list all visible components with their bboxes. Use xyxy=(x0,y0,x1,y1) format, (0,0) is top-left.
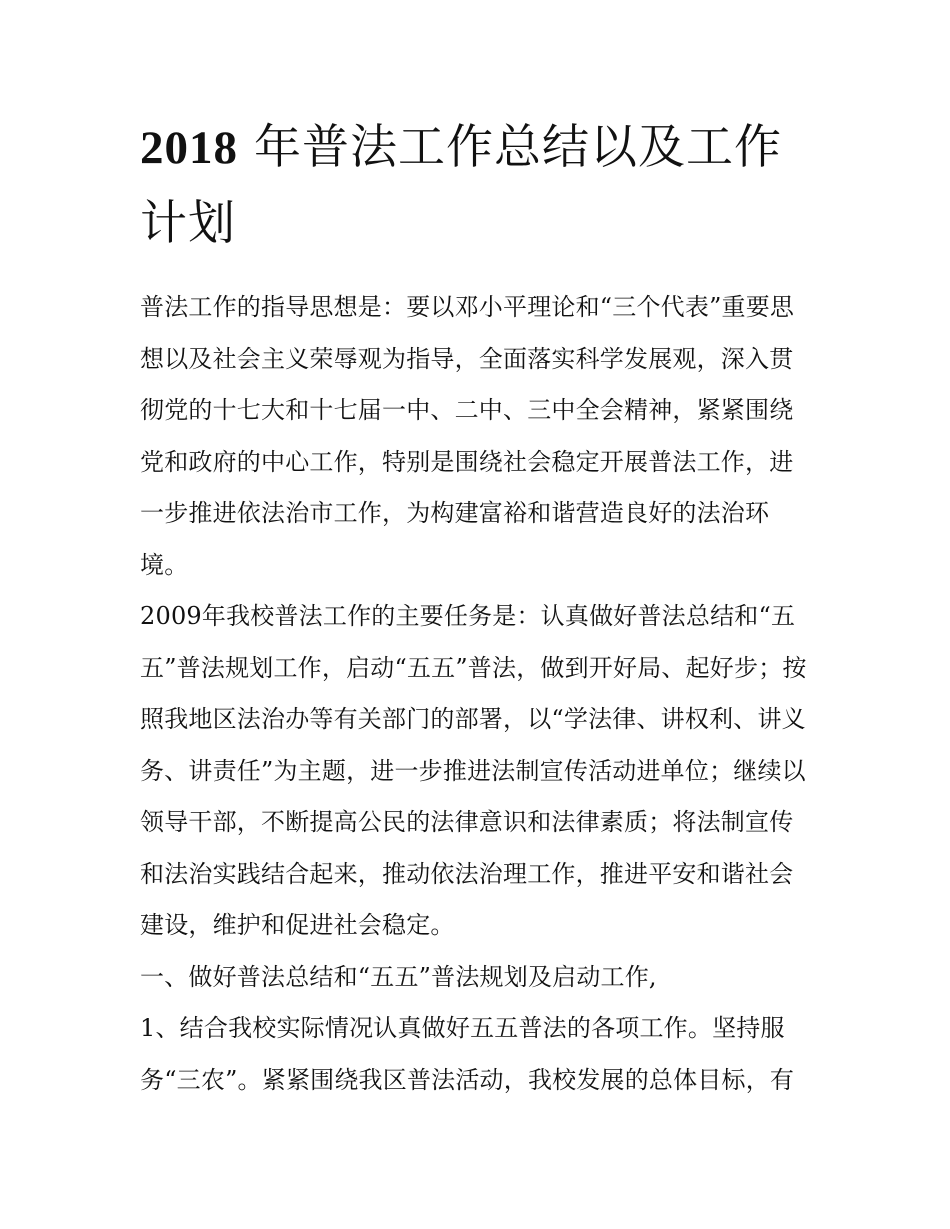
document-body xyxy=(140,282,812,1106)
paragraph-guiding-ideology: 普法工作的指导思想是：要以邓小平理论和“三个代表”重要思想以及社会主义荣辱观为指导，全面落实科学发展观，深入贯彻党的十七大和十七届一中、二中、三中全会精神，紧紧围绕党和政府的中心工作，特别是围绕社会稳定开展普法工作，进一步推进依法治市工作，为构建富裕和谐营造良好的法治环境。 xyxy=(140,293,795,579)
section-heading-1: 一、做好普法总结和“五五”普法规划及启动工作, xyxy=(140,962,657,991)
paragraph-item-1: 1、结合我校实际情况认真做好五五普法的各项工作。坚持服务“三农”。紧紧围绕我区普法活动，我校发展的总体目标，有 xyxy=(140,1014,795,1094)
title-year: 2018 xyxy=(140,122,238,174)
title-text: 年普法工作总结以及工作计划 xyxy=(140,120,782,251)
document-page xyxy=(140,110,812,1106)
paragraph-main-tasks: 2009年我校普法工作的主要任务是：认真做好普法总结和“五五”普法规划工作，启动“五五”普法，做到开好局、起好步；按照我地区法治办等有关部门的部署，以“学法律、讲权利、讲义务、讲责任”为主题，进一步推进法制宣传活动进单位；继续以领导干部，不断提高公民的法律意识和法律素质；将法制宣传和法治实践结合起来，推动依法治理工作，推进平安和谐社会建设，维护和促进社会稳定。 xyxy=(140,602,807,939)
document-title xyxy=(140,110,812,262)
